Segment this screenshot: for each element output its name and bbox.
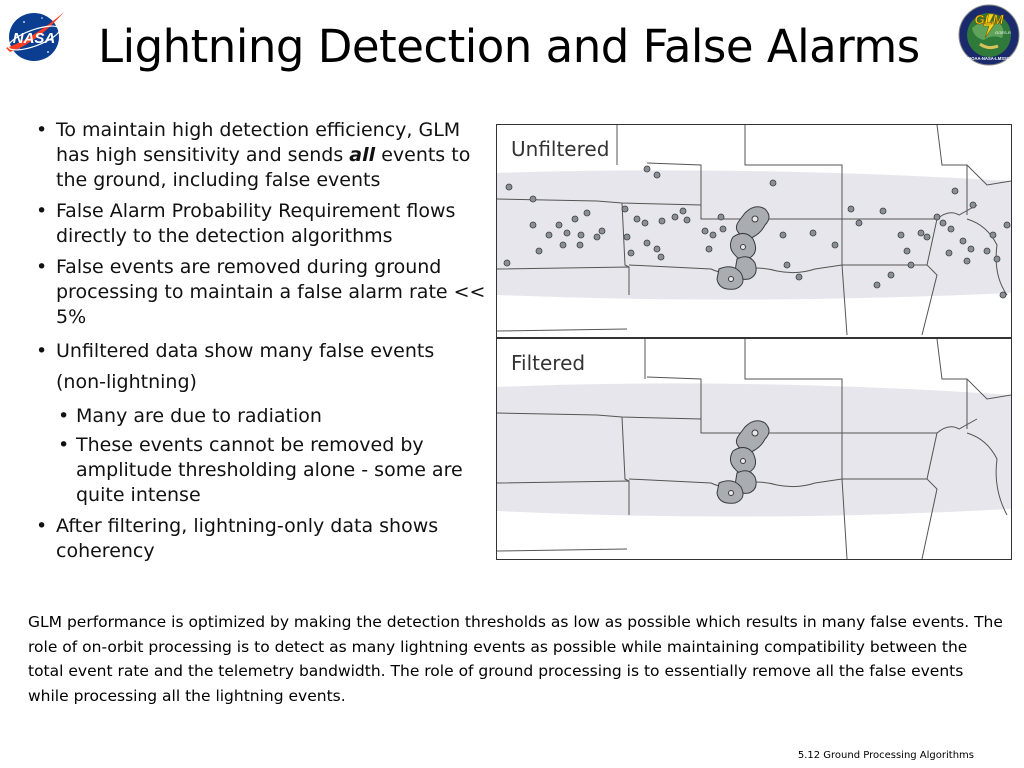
bullet-list	[34, 118, 490, 570]
bullet-text: Unfiltered data show many false events (non-lightning)	[56, 340, 435, 393]
bullet-item: • False events are removed during ground processing to maintain a false alarm rate << 5%	[34, 255, 490, 330]
bullet-text: To maintain high detection efficiency, GLM has high sensitivity and sends	[56, 119, 461, 166]
unfiltered-map	[496, 124, 1012, 338]
glm-logo-small-text: GOES-R	[995, 30, 1011, 35]
glm-logo-ring-text: NOAA-NASA-LMSSC	[968, 56, 1010, 61]
bullet-item: • After filtering, lightning-only data shows coherency	[34, 514, 490, 564]
slide-title: Lightning Detection and False Alarms	[98, 20, 920, 73]
filtered-label: Filtered	[511, 351, 586, 375]
bullet-text: events to the ground, including false events	[56, 144, 471, 191]
sub-bullet-item: • Many are due to radiation	[56, 404, 490, 429]
sub-bullet-item: • These events cannot be removed by amplitude thresholding alone - some are quite intense	[56, 433, 490, 508]
sub-bullet-list	[56, 404, 490, 508]
nasa-logo	[4, 8, 68, 64]
bullet-item: • False Alarm Probability Requirement flows directly to the detection algorithms	[34, 199, 490, 249]
bullet-item	[34, 336, 490, 508]
nasa-logo-text: NASA	[12, 30, 56, 47]
bullet-item	[34, 118, 490, 193]
filtered-map	[496, 338, 1012, 560]
caption-paragraph: GLM performance is optimized by making the detection thresholds as low as possible which results in many false events. The role of on-orbit processing is to detect as many lightning events as possible while maintaining compatibility between the total event rate and the telemetry bandwidth. The role of ground processing is to essentially remove all the false events while processing all the lightning events.	[28, 613, 1003, 705]
glm-logo-text: GLM	[974, 12, 1004, 27]
slide-footer: 5.12 Ground Processing Algorithms	[797, 750, 974, 761]
bullet-emphasis: all	[349, 144, 376, 166]
glm-logo	[958, 4, 1020, 66]
unfiltered-label: Unfiltered	[511, 137, 610, 161]
